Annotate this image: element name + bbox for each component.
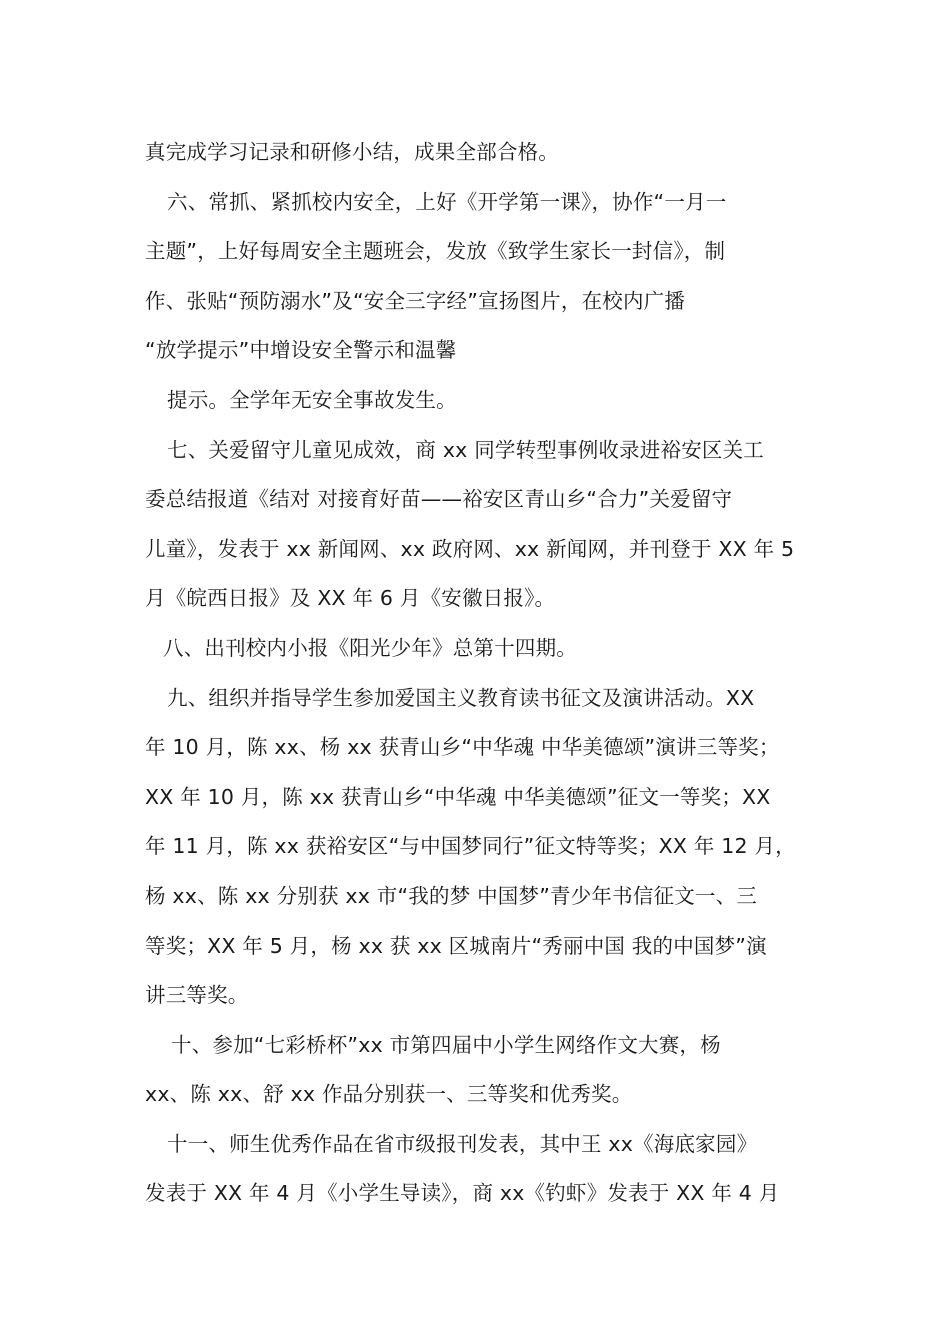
paragraph-eleven-line: 十一、师生优秀作品在省市级报刊发表，其中王 xx《海底家园》 — [167, 1131, 758, 1156]
text-line: 主题”，上好每周安全主题班会，发放《致学生家长一封信》，制 — [145, 239, 726, 264]
paragraph-eight-line: 八、出刊校内小报《阳光少年》总第十四期。 — [163, 635, 577, 660]
text-line: 等奖；XX 年 5 月，杨 xx 获 xx 区城南片“秀丽中国 我的中国梦”演 — [145, 933, 767, 958]
text-line: xx、陈 xx、舒 xx 作品分别获一、三等奖和优秀奖。 — [145, 1082, 633, 1107]
text-line: 讲三等奖。 — [145, 983, 249, 1008]
text-line: 儿童》，发表于 xx 新闻网、xx 政府网、xx 新闻网，并刊登于 XX 年 5 — [145, 536, 795, 561]
text-line: 作、张贴“预防溺水”及“安全三字经”宣扬图片，在校内广播 — [145, 288, 686, 313]
text-line: XX 年 10 月，陈 xx 获青山乡“中华魂 中华美德颂”征文一等奖；XX — [145, 784, 771, 809]
text-line: 委总结报道《结对 对接育好苗——裕安区青山乡“合力”关爱留守 — [145, 487, 733, 512]
paragraph-nine-line: 九、组织并指导学生参加爱国主义教育读书征文及演讲活动。XX — [167, 685, 755, 710]
text-line: 月《皖西日报》及 XX 年 6 月《安徽日报》。 — [145, 586, 556, 611]
text-line: 发表于 XX 年 4 月《小学生导读》，商 xx《钓虾》发表于 XX 年 4 月 — [145, 1181, 780, 1206]
document-body — [145, 128, 820, 1219]
text-line: “放学提示”中增设安全警示和温馨 — [145, 338, 457, 363]
text-line: 真完成学习记录和研修小结，成果全部合格。 — [145, 140, 559, 164]
text-line: 杨 xx、陈 xx 分别获 xx 市“我的梦 中国梦”青少年书信征文一、三 — [145, 883, 758, 908]
paragraph-seven-line: 七、关爱留守儿童见成效，商 xx 同学转型事例收录进裕安区关工 — [167, 437, 764, 462]
paragraph-six-line: 六、常抓、紧抓校内安全，上好《开学第一课》，协作“一月一 — [167, 189, 727, 214]
text-line: 年 11 月，陈 xx 获裕安区“与中国梦同行”征文特等奖；XX 年 12 月， — [145, 834, 796, 859]
text-line: 年 10 月，陈 xx、杨 xx 获青山乡“中华魂 中华美德颂”演讲三等奖； — [145, 735, 780, 760]
text-line: 提示。全学年无安全事故发生。 — [167, 387, 457, 412]
paragraph-ten-line: 十、参加“七彩桥杯”xx 市第四届中小学生网络作文大赛，杨 — [171, 1032, 721, 1057]
